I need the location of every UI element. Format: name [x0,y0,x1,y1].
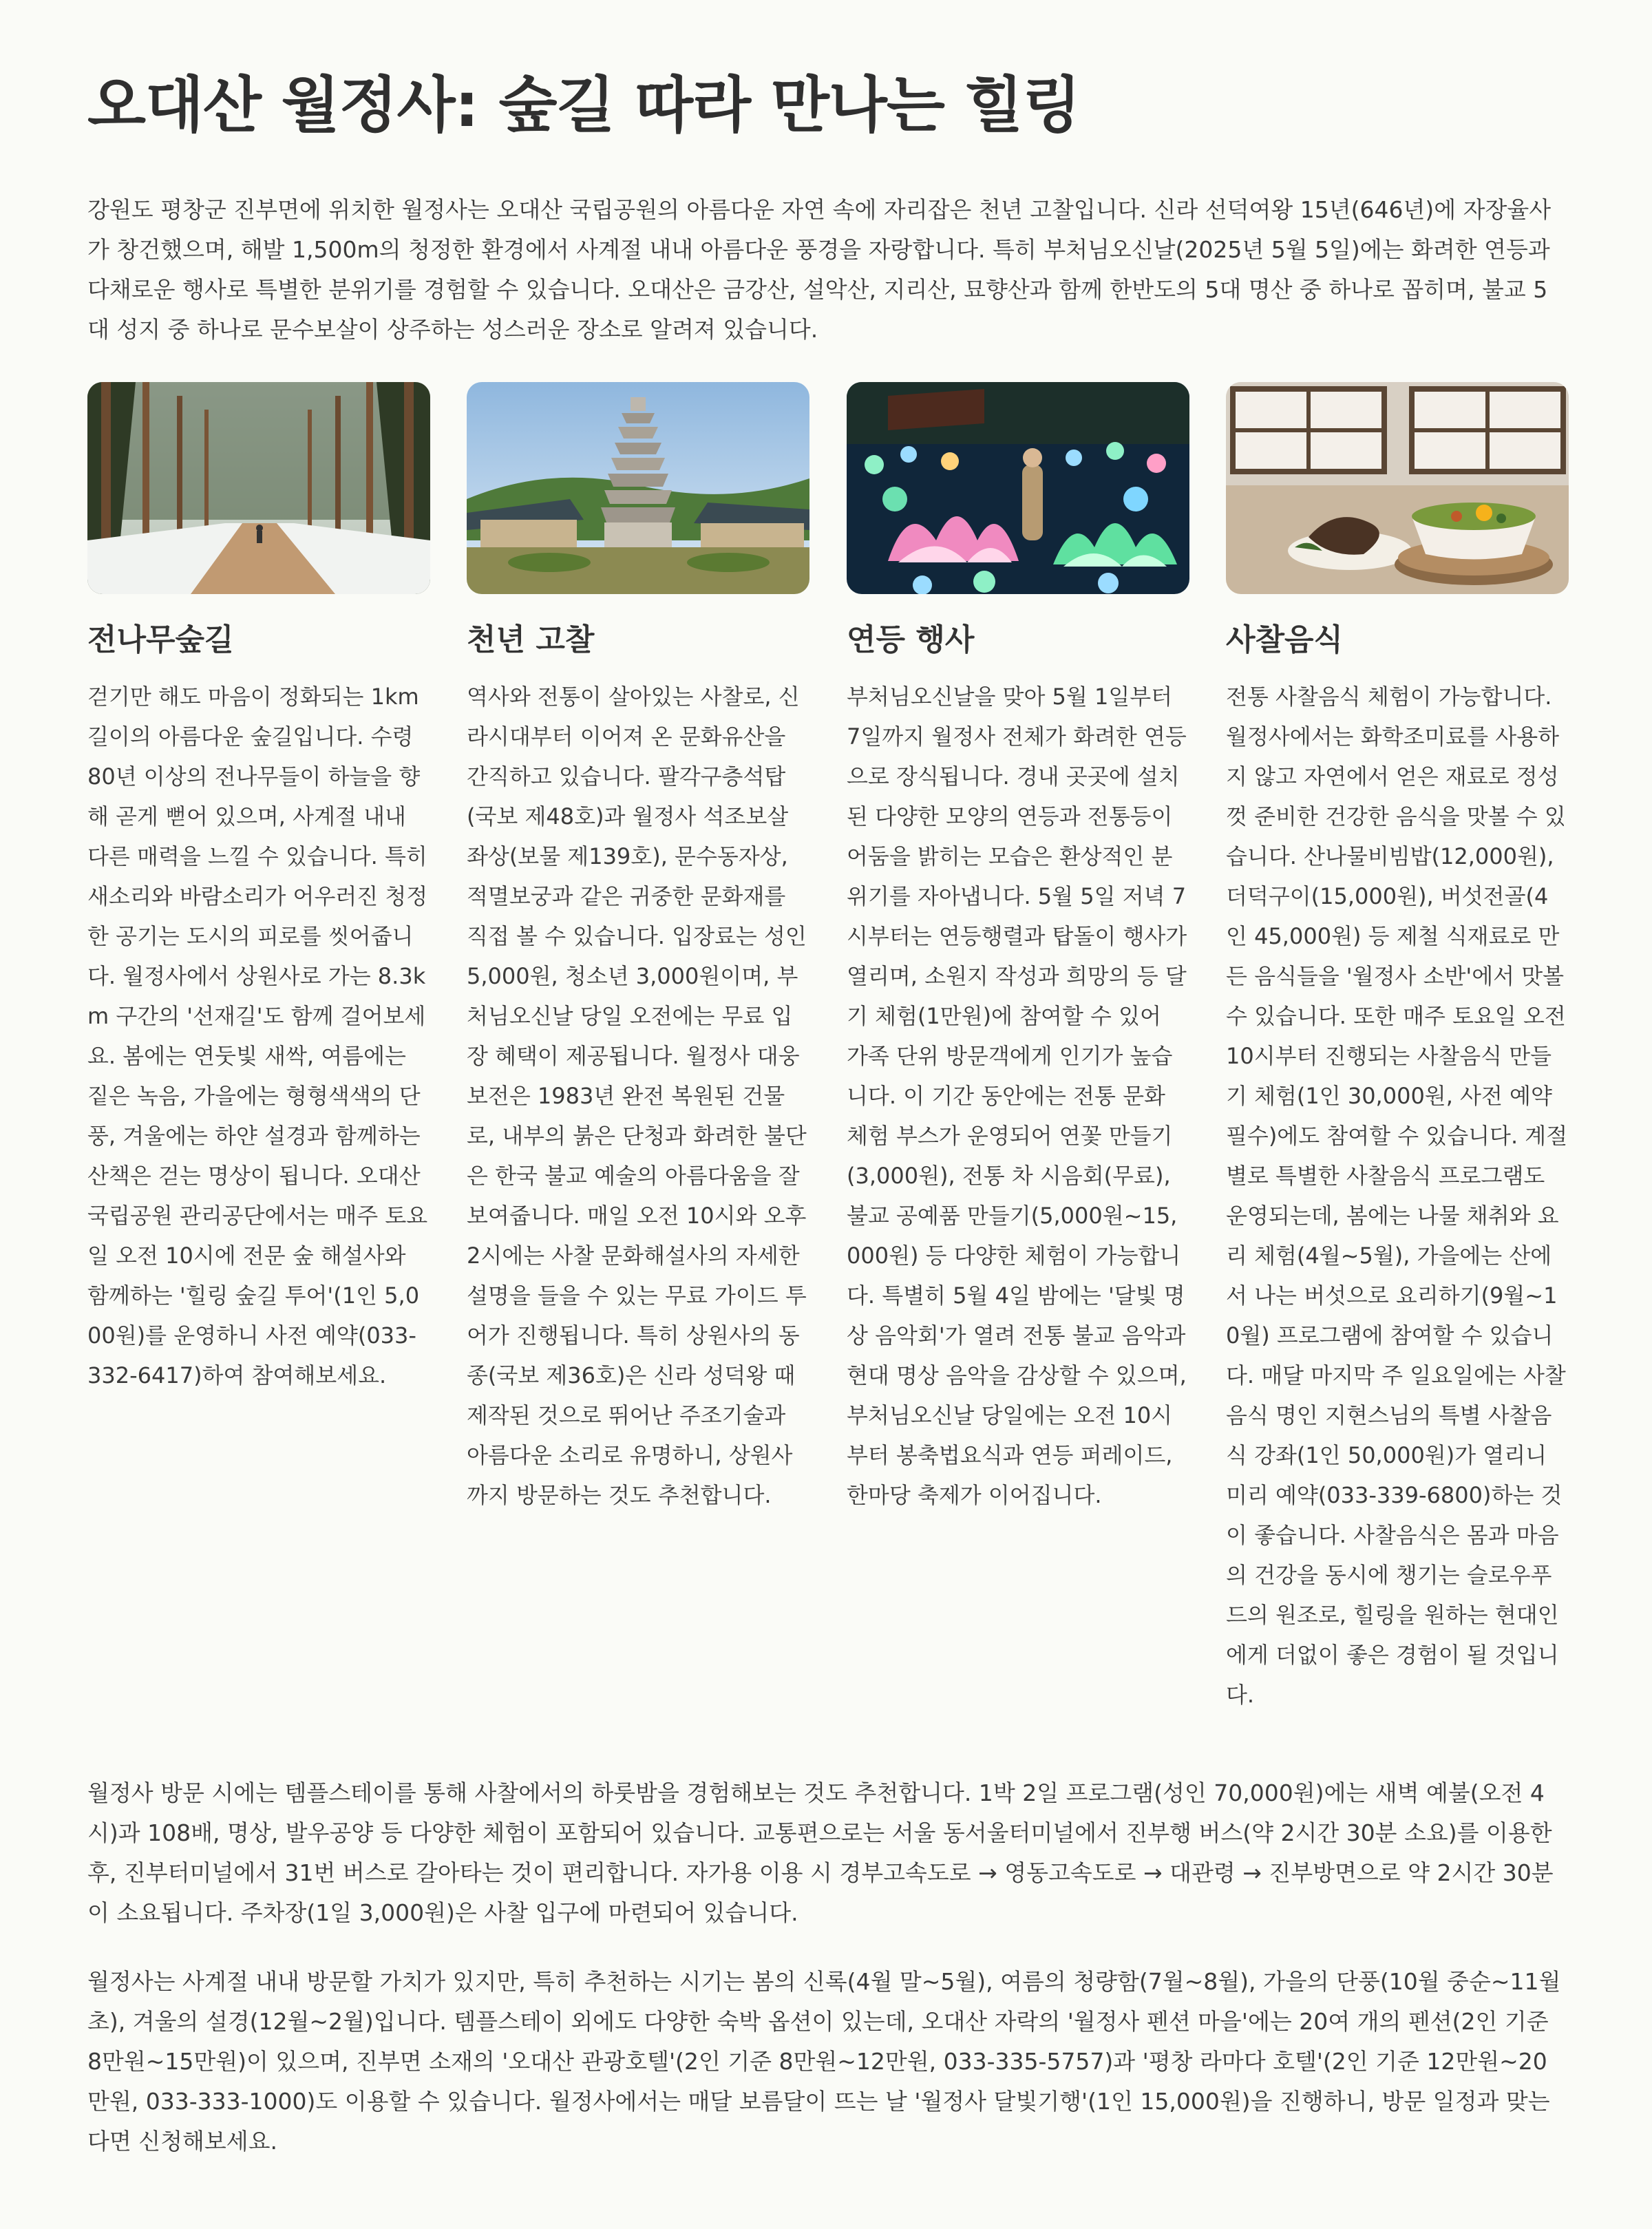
fir-forest-path-photo [87,382,430,594]
column-text: 역사와 전통이 살아있는 사찰로, 신라시대부터 이어져 온 문화유산을 간직하고 있습니다. 팔각구층석탑(국보 제48호)과 월정사 석조보살좌상(보물 제139호), 문수동자상, 적멸보궁과 같은 귀중한 문화재를 직접 볼 수 있습니다. 입장료는 성인 5,000원, 청소년 3,000원이며, 부처님오신날 당일 오전에는 무료 입장 혜택이 제공됩니다. 월정사 대웅보전은 1983년 완전 복원된 건물로, 내부의 붉은 단청과 화려한 불단은 한국 불교 예술의 아름다움을 잘 보여줍니다. 매일 오전 10시와 오후 2시에는 사찰 문화해설사의 자세한 설명을 들을 수 있는 무료 가이드 투어가 진행됩니다. 특히 상원사의 동종(국보 제36호)은 신라 성덕왕 때 제작된 것으로 뛰어난 주조기술과 아름다운 소리로 유명하니, 상원사까지 방문하는 것도 추천합니다. [467,684,807,1508]
intro-paragraph: 강원도 평창군 진부면에 위치한 월정사는 오대산 국립공원의 아름다운 자연 속에 자리잡은 천년 고찰입니다. 신라 선덕여왕 15년(646년)에 자장율사가 창건했으며, 해발 1,500m의 청정한 환경에서 사계절 내내 아름다운 풍경을 자랑합니다. 특히 부처님오신날(2025년 5월 5일)에는 화려한 연등과 다채로운 행사로 특별한 분위기를 경험할 수 있습니다. 오대산은 금강산, 설악산, 지리산, 묘향산과 함께 한반도의 5대 명산 중 하나로 꼽히며, 불교 5대 성지 중 하나로 문수보살이 상주하는 성스러운 장소로 알려져 있습니다. [87,196,1552,343]
temple-pagoda-photo [467,382,809,594]
column-text: 걷기만 해도 마음이 정화되는 1km 길이의 아름다운 숲길입니다. 수령 80년 이상의 전나무들이 하늘을 향해 곧게 뻗어 있으며, 사계절 내내 다른 매력을 느낄 수 있습니다. 특히 새소리와 바람소리가 어우러진 청정한 공기는 도시의 피로를 씻어줍니다. 월정사에서 상원사로 가는 8.3km 구간의 '선재길'도 함께 걸어보세요. 봄에는 연둣빛 새싹, 여름에는 짙은 녹음, 가을에는 형형색색의 단풍, 겨울에는 하얀 설경과 함께하는 산책은 걷는 명상이 됩니다. 오대산 국립공원 관리공단에서는 매주 토요일 오전 10시에 전문 숲 해설사와 함께하는 '힐링 숲길 투어'(1인 5,000원)를 운영하니 사전 예약(033-332-6417)하여 참여해보세요. [87,684,428,1388]
feature-column-lantern [847,382,1189,1508]
feature-column-temple [467,382,809,1508]
feature-column-food [1226,382,1569,1708]
column-title: 전나무숲길 [87,622,234,657]
column-text: 전통 사찰음식 체험이 가능합니다. 월정사에서는 화학조미료를 사용하지 않고 자연에서 얻은 재료로 정성껏 준비한 건강한 음식을 맛볼 수 있습니다. 산나물비빔밥(12,000원), 더덕구이(15,000원), 버섯전골(4인 45,000원) 등 제철 식재료로 만든 음식들을 '월정사 소반'에서 맛볼 수 있습니다. 또한 매주 토요일 오전 10시부터 진행되는 사찰음식 만들기 체험(1인 30,000원, 사전 예약 필수)에도 참여할 수 있습니다. 계절별로 특별한 사찰음식 프로그램도 운영되는데, 봄에는 나물 채취와 요리 체험(4월~5월), 가을에는 산에서 나는 버섯으로 요리하기(9월~10월) 프로그램에 참여할 수 있습니다. 매달 마지막 주 일요일에는 사찰음식 명인 지현스님의 특별 사찰음식 강좌(1인 50,000원)가 열리니 미리 예약(033-339-6800)하는 것이 좋습니다. 사찰음식은 몸과 마음의 건강을 동시에 챙기는 슬로우푸드의 원조로, 힐링을 원하는 현대인에게 더없이 좋은 경험이 될 것입니다. [1226,684,1568,1708]
feature-columns [87,382,1569,1745]
page-title: 오대산 월정사: 숲길 따라 만나는 힐링 [87,70,1081,140]
visit-info-paragraph: 월정사 방문 시에는 템플스테이를 통해 사찰에서의 하룻밤을 경험해보는 것도 추천합니다. 1박 2일 프로그램(성인 70,000원)에는 새벽 예불(오전 4시)과 108배, 명상, 발우공양 등 다양한 체험이 포함되어 있습니다. 교통편으로는 서울 동서울터미널에서 진부행 버스(약 2시간 30분 소요)를 이용한 후, 진부터미널에서 31번 버스로 갈아타는 것이 편리합니다. 자가용 이용 시 경부고속도로 → 영동고속도로 → 대관령 → 진부방면으로 약 2시간 30분이 소요됩니다. 주차장(1일 3,000원)은 사찰 입구에 마련되어 있습니다. [87,1779,1554,1926]
column-text: 부처님오신날을 맞아 5월 1일부터 7일까지 월정사 전체가 화려한 연등으로 장식됩니다. 경내 곳곳에 설치된 다양한 모양의 연등과 전통등이 어둠을 밝히는 모습은 환상적인 분위기를 자아냅니다. 5월 5일 저녁 7시부터는 연등행렬과 탑돌이 행사가 열리며, 소원지 작성과 희망의 등 달기 체험(1만원)에 참여할 수 있어 가족 단위 방문객에게 인기가 높습니다. 이 기간 동안에는 전통 문화 체험 부스가 운영되어 연꽃 만들기(3,000원), 전통 차 시음회(무료), 불교 공예품 만들기(5,000원~15,000원) 등 다양한 체험이 가능합니다. 특별히 5월 4일 밤에는 '달빛 명상 음악회'가 열려 전통 불교 음악과 현대 명상 음악을 감상할 수 있으며, 부처님오신날 당일에는 오전 10시부터 봉축법요식과 연등 퍼레이드, 한마당 축제가 이어집니다. [847,684,1187,1508]
season-info-paragraph: 월정사는 사계절 내내 방문할 가치가 있지만, 특히 추천하는 시기는 봄의 신록(4월 말~5월), 여름의 청량함(7월~8월), 가을의 단풍(10월 중순~11월 초), 겨울의 설경(12월~2월)입니다. 템플스테이 외에도 다양한 숙박 옵션이 있는데, 오대산 자락의 '월정사 펜션 마을'에는 20여 개의 펜션(2인 기준 8만원~15만원)이 있으며, 진부면 소재의 '오대산 관광호텔'(2인 기준 8만원~12만원, 033-335-5757)과 '평창 라마다 호텔'(2인 기준 12만원~20만원, 033-333-1000)도 이용할 수 있습니다. 월정사에서는 매달 보름달이 뜨는 날 '월정사 달빛기행'(1인 15,000원)을 진행하니, 방문 일정과 맞는다면 신청해보세요. [87,1968,1561,2155]
column-title: 천년 고찰 [467,622,595,657]
column-title: 연등 행사 [847,622,975,657]
temple-food-photo [1226,382,1569,594]
feature-column-forest [87,382,430,1388]
column-title: 사찰음식 [1226,622,1344,657]
lotus-lantern-photo [847,382,1189,594]
